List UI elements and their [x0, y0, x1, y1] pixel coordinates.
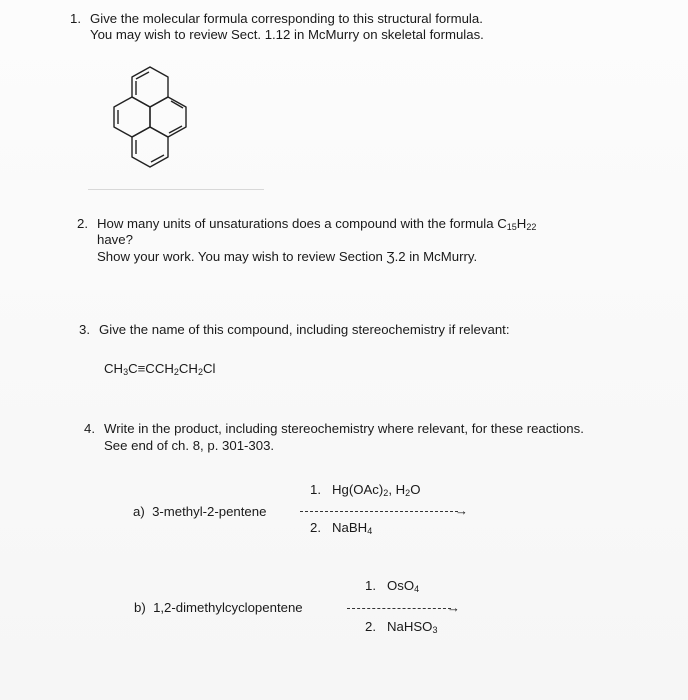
formula-sub: 3	[123, 367, 129, 377]
formula-sub-15: 15	[506, 222, 517, 232]
q1-text: Give the molecular formula corresponding to this structural formula.	[90, 11, 483, 26]
reagent-sub: 2	[405, 488, 411, 498]
part-label: a)	[133, 504, 145, 519]
q4b-reagent-2	[365, 619, 437, 635]
reagent-part: O	[410, 482, 421, 497]
reagent-part: , H	[388, 482, 406, 497]
q4-number: 4.	[84, 421, 95, 436]
reagent-part: Hg(OAc)	[332, 482, 384, 497]
step-number: 1.	[365, 578, 376, 593]
reagent-part: OsO	[387, 578, 415, 593]
formula-sub: 2	[197, 367, 203, 377]
reactant-name: 1,2-dimethylcyclopentene	[153, 600, 303, 615]
formula-part: Cl	[202, 361, 216, 376]
formula-part: C≡CCH	[128, 361, 174, 376]
q4-text: Write in the product, including stereochemistry where relevant, for these reactions.	[104, 421, 584, 436]
step-number: 2.	[365, 619, 376, 634]
formula-sub: 2	[173, 367, 179, 377]
reagent-sub: 2	[383, 488, 389, 498]
q4a-reactant	[133, 504, 266, 520]
q4b-reactant	[134, 600, 303, 616]
q2-line2: have?	[97, 232, 133, 247]
q3-text: Give the name of this compound, including stereochemistry if relevant:	[99, 322, 510, 337]
reagent-part: NaBH	[332, 520, 368, 535]
reagent-sub: 3	[432, 625, 438, 635]
q4-line1	[84, 421, 584, 437]
formula-part: CH	[104, 361, 124, 376]
q1-line1	[70, 11, 483, 27]
q1-number: 1.	[70, 11, 81, 26]
q4a-reagent-2	[310, 520, 372, 536]
reagent-part: NaHSO	[387, 619, 433, 634]
q4b-arrowhead: →	[447, 600, 460, 615]
step-number: 1.	[310, 482, 321, 497]
formula-part: CH	[178, 361, 198, 376]
formula-sub-22: 22	[526, 222, 537, 232]
part-label: b)	[134, 600, 146, 615]
q3-formula	[104, 361, 215, 377]
reagent-sub: 4	[414, 584, 420, 594]
reactant-name: 3-methyl-2-pentene	[152, 504, 267, 519]
q2-number: 2.	[77, 216, 88, 231]
q4a-arrow-line	[300, 511, 458, 512]
q2-line1	[77, 216, 536, 232]
reagent-sub: 4	[367, 526, 373, 536]
q4a-arrowhead: →	[455, 503, 468, 518]
q1-line2: You may wish to review Sect. 1.12 in McMurry on skeletal formulas.	[90, 27, 484, 42]
q4b-reagent-1	[365, 578, 419, 594]
q4b-arrow-line	[347, 608, 451, 609]
q2-line3: Show your work. You may wish to review Section Ʒ.2 in McMurry.	[97, 249, 478, 264]
step-number: 2.	[310, 520, 321, 535]
q4a-reagent-1	[310, 482, 420, 498]
q2-text: How many units of unsaturations does a compound with the formula C	[97, 216, 507, 231]
q3-line1	[79, 322, 509, 338]
structure-divider	[88, 189, 264, 190]
q4-line2: See end of ch. 8, p. 301-303.	[104, 438, 275, 453]
formula-h: H	[516, 216, 527, 231]
pyrene-structure	[105, 60, 265, 190]
q3-number: 3.	[79, 322, 90, 337]
